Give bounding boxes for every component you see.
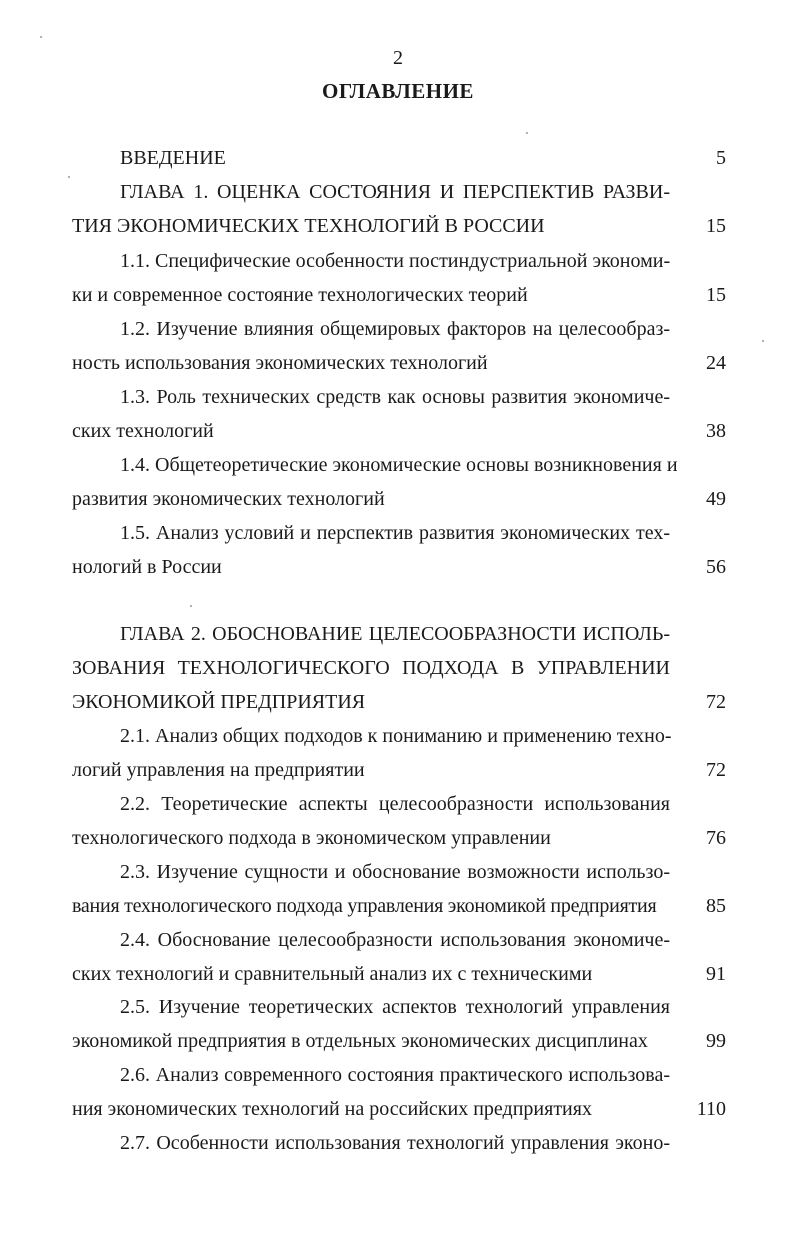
toc-line: 1.2. Изучение влияния общемировых факторов на целесообраз-: [120, 318, 670, 340]
toc-line: ВВЕДЕНИЕ: [120, 147, 226, 169]
toc-page-number: 38: [706, 420, 726, 442]
toc-line: ГЛАВА 2. ОБОСНОВАНИЕ ЦЕЛЕСООБРАЗНОСТИ ИСПОЛЬ-: [120, 623, 670, 645]
toc-page-number: 99: [706, 1030, 726, 1052]
toc-page-number: 15: [706, 215, 726, 237]
toc-page-number: 76: [706, 827, 726, 849]
toc-line: ния экономических технологий на российских предприятиях: [72, 1098, 592, 1120]
page-number: 2: [393, 47, 403, 69]
toc-line: ЗОВАНИЯ ТЕХНОЛОГИЧЕСКОГО ПОДХОДА В УПРАВЛЕНИИ: [72, 657, 670, 679]
scan-speck: [526, 132, 528, 134]
toc-line: ки и современное состояние технологических теорий: [72, 284, 528, 306]
toc-line: нологий в России: [72, 556, 222, 578]
toc-page-number: 72: [706, 759, 726, 781]
toc-line: ность использования экономических технологий: [72, 352, 488, 374]
toc-line: вания технологического подхода управления экономикой предприятия: [72, 895, 657, 917]
toc-page-number: 5: [716, 147, 726, 169]
toc-line: технологического подхода в экономическом управлении: [72, 827, 551, 849]
toc-line: ГЛАВА 1. ОЦЕНКА СОСТОЯНИЯ И ПЕРСПЕКТИВ РАЗВИ-: [120, 181, 670, 203]
toc-line: 2.5. Изучение теоретических аспектов технологий управления: [120, 996, 670, 1018]
toc-line: 2.7. Особенности использования технологий управления эконо-: [120, 1132, 670, 1154]
toc-line: ТИЯ ЭКОНОМИЧЕСКИХ ТЕХНОЛОГИЙ В РОССИИ: [72, 215, 545, 237]
toc-page-number: 15: [706, 284, 726, 306]
toc-line: ЭКОНОМИКОЙ ПРЕДПРИЯТИЯ: [72, 691, 366, 713]
scan-speck: [762, 340, 764, 342]
toc-line: 2.2. Теоретические аспекты целесообразности использования: [120, 793, 670, 815]
toc-page-number: 56: [706, 556, 726, 578]
toc-line: развития экономических технологий: [72, 488, 385, 510]
toc-line: 2.6. Анализ современного состояния практического использова-: [120, 1064, 670, 1086]
scan-speck: [190, 605, 192, 607]
toc-page-number: 49: [706, 488, 726, 510]
scan-speck: [40, 36, 42, 38]
toc-line: экономикой предприятия в отдельных экономических дисциплинах: [72, 1030, 648, 1052]
toc-line: 2.4. Обоснование целесообразности использования экономиче-: [120, 929, 670, 951]
toc-line: 1.3. Роль технических средств как основы развития экономиче-: [120, 386, 670, 408]
toc-line: 1.4. Общетеоретические экономические основы возникновения и: [120, 454, 678, 476]
scan-speck: [68, 176, 70, 178]
toc-line: ских технологий и сравнительный анализ их с техническими: [72, 963, 593, 985]
toc-page-number: 91: [706, 963, 726, 985]
toc-line: 2.1. Анализ общих подходов к пониманию и применению техно-: [120, 725, 672, 747]
toc-line: 2.3. Изучение сущности и обоснование возможности использо-: [120, 861, 670, 883]
toc-page-number: 110: [696, 1098, 726, 1120]
toc-line: 1.5. Анализ условий и перспектив развития экономических тех-: [120, 522, 670, 544]
toc-line: 1.1. Специфические особенности постиндустриальной экономи-: [120, 250, 671, 272]
toc-page-number: 72: [706, 691, 726, 713]
toc-line: логий управления на предприятии: [72, 759, 365, 781]
page-title: ОГЛАВЛЕНИЕ: [322, 79, 474, 103]
toc-page-number: 24: [706, 352, 726, 374]
toc-line: ских технологий: [72, 420, 214, 442]
toc-page-number: 85: [706, 895, 726, 917]
